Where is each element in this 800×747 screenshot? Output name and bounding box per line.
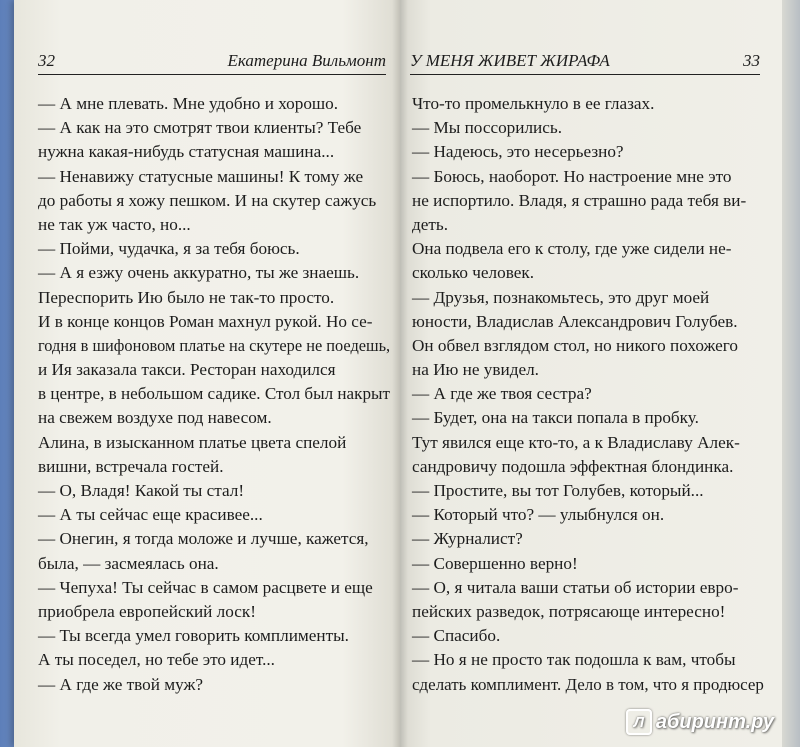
text-line: — А как на это смотрят твои клиенты? Тебе xyxy=(38,118,362,138)
text-line: Алина, в изысканном платье цвета спелой xyxy=(38,432,347,452)
text-line: — Онегин, я тогда моложе и лучше, кажется, xyxy=(38,529,369,549)
text-line: — Ненавижу статусные машины! К тому же xyxy=(38,166,364,186)
text-line: — Простите, вы тот Голубев, который... xyxy=(412,481,704,500)
text-line: годня в шифоновом платье на скутере не поедешь, xyxy=(38,335,391,355)
text-line: — Чепуха! Ты сейчас в самом расцвете и еще xyxy=(38,577,373,597)
text-line: — Который что? — улыбнулся он. xyxy=(412,505,665,525)
text-line: — А где же твой муж? xyxy=(38,674,203,694)
text-line: Переспорить Ию было не так-то просто. xyxy=(38,287,335,307)
text-line: — Совершенно верно! xyxy=(412,553,578,573)
text-line: пейских разведок, потрясающе интересно! xyxy=(412,601,726,621)
text-line: — О, я читала ваши статьи об истории евро- xyxy=(412,577,739,597)
page-number: 33 xyxy=(743,51,760,70)
text-line: Что-то промелькнуло в ее глазах. xyxy=(412,94,655,113)
left-page xyxy=(14,0,400,747)
running-head-author: Екатерина Вильмонт xyxy=(227,51,386,70)
text-line: деть. xyxy=(412,214,449,234)
text-line: приобрела европейский лоск! xyxy=(38,601,256,621)
text-line: и Ия заказала такси. Ресторан находился xyxy=(38,360,336,380)
right-page-body xyxy=(412,92,764,697)
text-line: не испортило. Владя, я страшно рада тебя ви- xyxy=(412,190,747,210)
text-line: в центре, в небольшом садике. Стол был накрыт xyxy=(38,384,390,404)
text-line: — Будет, она на такси попала в пробку. xyxy=(412,408,699,428)
labirint-watermark xyxy=(626,709,774,735)
text-line: — Но я не просто так подошла к вам, чтобы xyxy=(412,650,736,670)
watermark-text: абиринт.ру xyxy=(655,710,774,733)
text-line: Тут явился еще кто-то, а к Владиславу Алек- xyxy=(412,432,740,452)
text-line: — А где же твоя сестра? xyxy=(412,384,592,404)
text-line: И в конце концов Роман махнул рукой. Но се- xyxy=(38,311,373,331)
text-line: — Спасибо. xyxy=(412,626,501,646)
text-line: — О, Владя! Какой ты стал! xyxy=(38,481,245,500)
text-line: Он обвел взглядом стол, но никого похожего xyxy=(412,335,738,355)
text-line: сандровичу подошла эффектная блондинка. xyxy=(412,456,734,476)
text-line: — Друзья, познакомьтесь, это друг моей xyxy=(412,287,710,307)
right-page-header xyxy=(410,48,760,75)
text-line: — А мне плевать. Мне удобно и хорошо. xyxy=(38,94,339,113)
text-line: — Пойми, чудачка, я за тебя боюсь. xyxy=(38,239,300,259)
text-line: — Боюсь, наоборот. Но настроение мне это xyxy=(412,166,732,186)
text-line: на свежем воздухе под навесом. xyxy=(38,408,272,428)
text-line: юности, Владислав Александрович Голубев. xyxy=(412,311,738,331)
text-line: — Ты всегда умел говорить комплименты. xyxy=(38,626,349,646)
labirint-logo-icon: Л xyxy=(626,709,652,735)
text-line: нужна какая-нибудь статусная машина... xyxy=(38,142,335,162)
text-line: — Мы поссорились. xyxy=(412,118,563,138)
page-number: 32 xyxy=(38,51,55,70)
text-line: Она подвела его к столу, где уже сидели не- xyxy=(412,239,732,259)
text-line: сколько человек. xyxy=(412,263,534,283)
text-line: — Надеюсь, это несерьезно? xyxy=(412,142,624,162)
book-gutter xyxy=(392,0,408,747)
text-line: сделать комплимент. Дело в том, что я продюсер xyxy=(412,674,764,694)
right-page xyxy=(400,0,782,747)
text-line: А ты поседел, но тебе это идет... xyxy=(38,650,275,670)
text-line: — Журналист? xyxy=(412,529,523,549)
left-page-header xyxy=(38,48,386,75)
text-line: на Ию не увидел. xyxy=(412,360,539,380)
text-line: вишни, встречала гостей. xyxy=(38,456,224,476)
background-right xyxy=(780,0,800,747)
text-line: — А я езжу очень аккуратно, ты же знаешь. xyxy=(38,263,360,283)
text-line: до работы я хожу пешком. И на скутер сажусь xyxy=(38,190,377,210)
text-line: не так уж часто, но... xyxy=(38,214,191,234)
text-line: была, — засмеялась она. xyxy=(38,553,219,573)
left-page-body xyxy=(38,92,390,697)
text-line: — А ты сейчас еще красивее... xyxy=(38,505,263,525)
running-head-title: У МЕНЯ ЖИВЕТ ЖИРАФА xyxy=(410,51,610,70)
